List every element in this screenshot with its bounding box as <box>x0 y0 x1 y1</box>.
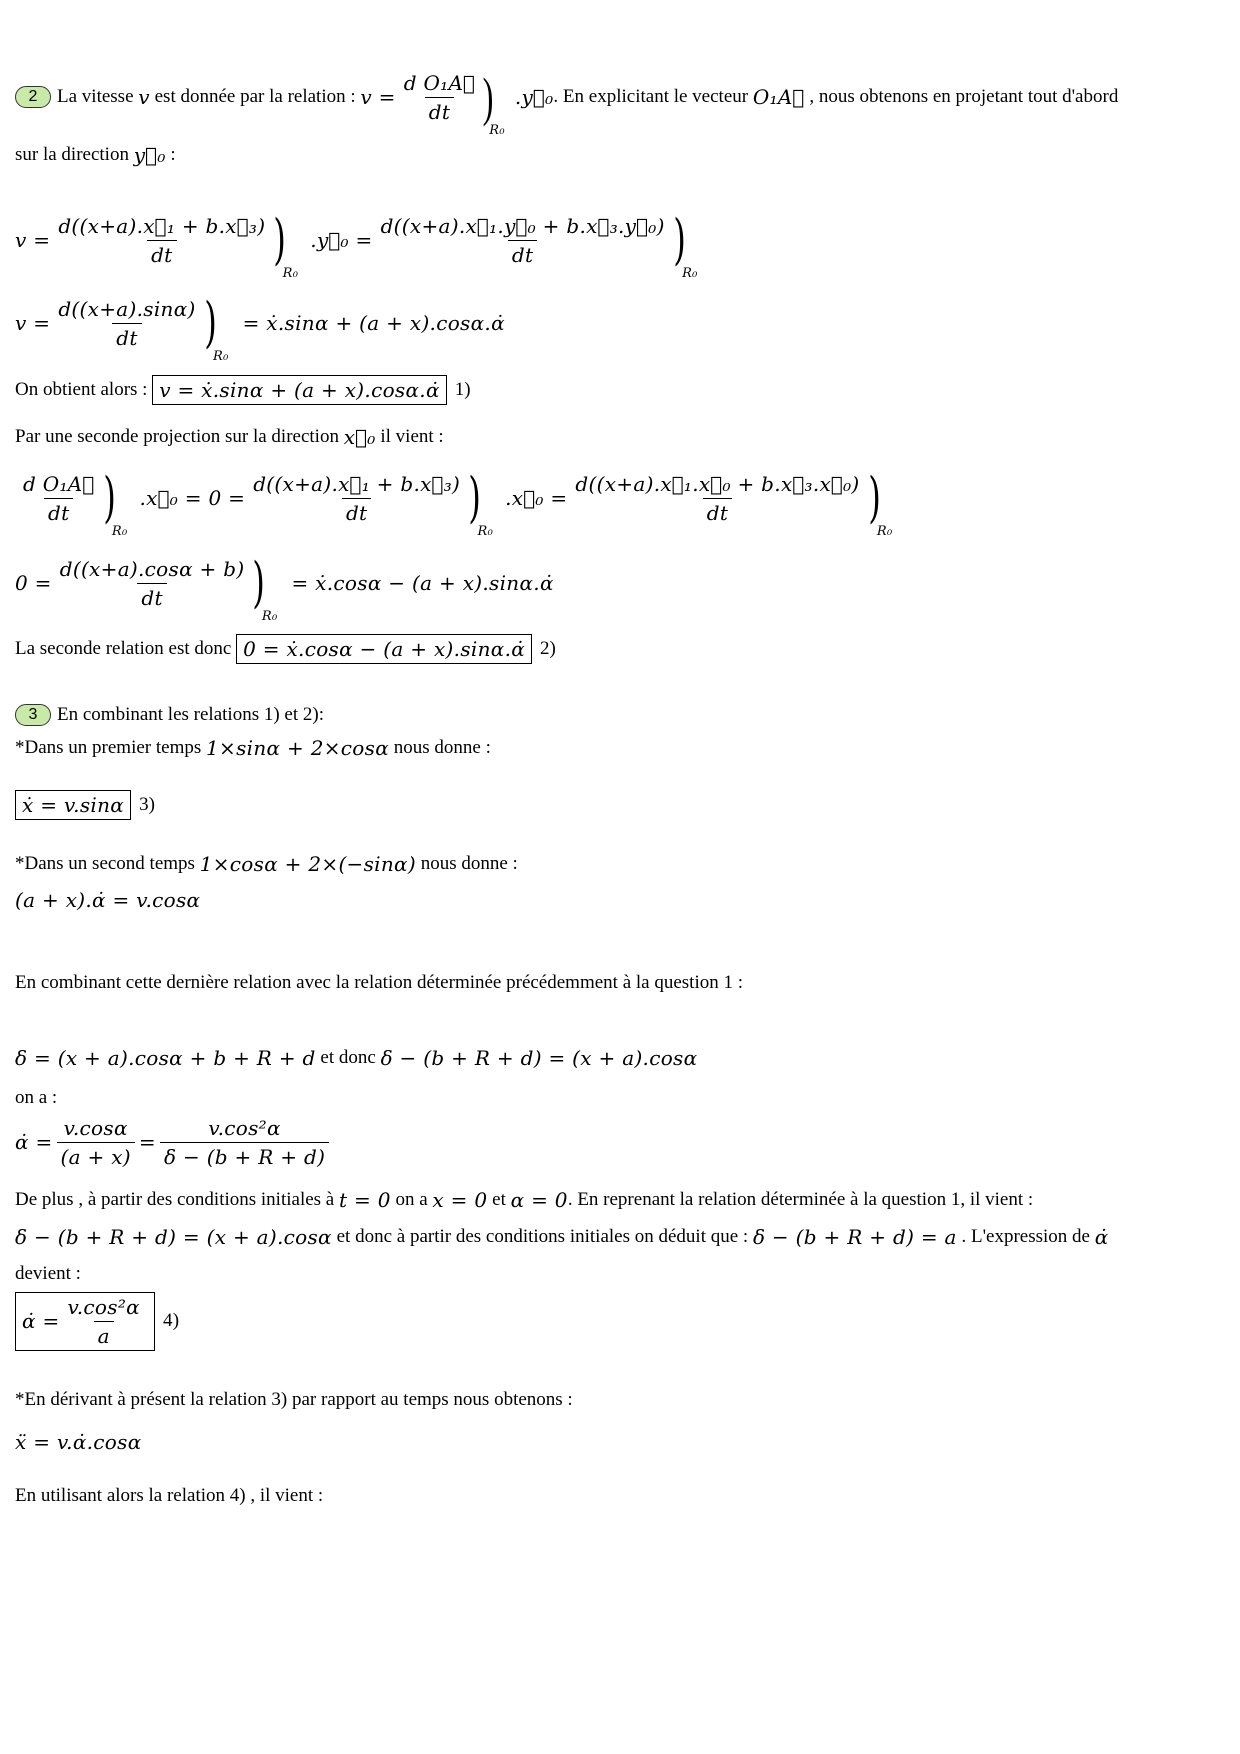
equals: = <box>138 1130 156 1154</box>
first-step-line <box>15 736 491 760</box>
boxed-relation-2: 0 = ẋ.cosα − (a + x).sinα.α̇ <box>236 634 532 664</box>
lhs: α̇ = <box>22 1309 60 1333</box>
text: sur la direction <box>15 144 129 165</box>
boxed-relation-1: v = ẋ.sinα + (a + x).cosα.α̇ <box>152 375 447 405</box>
text: En combinant les relations 1) et 2): <box>57 704 324 725</box>
text: De plus , à partir des conditions initiales à <box>15 1189 335 1210</box>
second-step-line <box>15 852 518 876</box>
mid: .y⃗₀ = <box>310 228 373 252</box>
lhs: 0 = <box>15 570 52 595</box>
result-3-line <box>15 790 155 820</box>
projection-line <box>15 425 444 449</box>
denominator: dt <box>703 498 732 525</box>
numerator: d O₁A⃗ <box>23 472 95 496</box>
text: : <box>170 144 176 165</box>
denominator: dt <box>342 498 371 525</box>
boxed-relation-3: ẋ = v.sinα <box>15 790 131 820</box>
text: . L'expression de <box>961 1226 1090 1247</box>
deriving-paragraph: *En dérivant à présent la relation 3) par rapport au temps nous obtenons : <box>15 1389 573 1410</box>
text: On obtient alors : <box>15 379 148 400</box>
frame-sub: R₀ <box>212 349 229 364</box>
denominator: δ − (b + R + d) <box>160 1142 329 1169</box>
denominator: dt <box>508 240 537 267</box>
text: on a <box>395 1189 428 1210</box>
question-badge-3: 3 <box>15 704 51 726</box>
lhs: α̇ = <box>15 1130 53 1154</box>
result-1-line <box>15 375 471 405</box>
equation-7 <box>15 1112 333 1172</box>
on-a-text: on a : <box>15 1087 58 1108</box>
rhs: = ẋ.sinα + (a + x).cosα.α̇ <box>242 311 505 335</box>
equation-2: v = $\frac{d((x+a).\sin\alpha)}{dt}$ ) R₀ = ẋ.sinα + (a + x).cosα.α̇ <box>15 291 505 364</box>
frame-sub: R₀ <box>282 266 299 281</box>
ref-label: 2) <box>540 638 556 659</box>
numerator: d O₁A⃗ <box>403 71 476 95</box>
denominator: (a + x) <box>57 1142 135 1169</box>
devient-text: devient : <box>15 1263 81 1284</box>
math: x = 0 <box>432 1188 488 1212</box>
frame-sub: R₀ <box>876 524 893 539</box>
equation-1: v = $\frac{\text{d((x+a).x⃗₁ + b.x⃗₃)}}{dt}$ ) R₀ .y⃗₀ = $\frac{\text{d((x+a).x⃗₁.y⃗₀ + b.x⃗₃.y⃗₀)}}{dt}$ ) R₀ <box>15 208 698 281</box>
frame-sub: R₀ <box>111 524 128 539</box>
math-vector: y⃗₀ <box>133 143 166 167</box>
text: nous donne : <box>393 737 491 758</box>
math-y0: .y⃗₀ <box>514 85 554 109</box>
numerator: v.cos²α <box>67 1294 140 1319</box>
numerator: v.cosα <box>63 1115 128 1140</box>
equation-4: 0 = $\frac{d((x+a).\cos\alpha + b)}{dt}$ ) R₀ = ẋ.cosα − (a + x).sinα.α̇ <box>15 550 554 624</box>
rhs: = ẋ.cosα − (a + x).sinα.α̇ <box>291 570 554 595</box>
denominator: dt <box>44 498 73 525</box>
derivative-eval: $\frac{\text{d O₁A⃗}}{dt}$ ) R₀ <box>396 70 505 124</box>
numerator: d((x+a).x⃗₁ + b.x⃗₃) <box>58 214 266 238</box>
denominator: dt <box>137 583 166 610</box>
mid: .x⃗₀ = 0 = <box>139 486 246 510</box>
result-2-line <box>15 634 556 664</box>
text: et donc <box>320 1047 376 1068</box>
text: . En explicitant le vecteur <box>553 86 749 107</box>
math: 1×sinα + 2×cosα <box>206 736 390 760</box>
math-v-eq: v = <box>360 85 396 109</box>
math: δ − (b + R + d) = a <box>752 1225 957 1249</box>
math-vector: O₁A⃗ <box>752 85 805 109</box>
numerator: d((x+a).x⃗₁.y⃗₀ + b.x⃗₃.y⃗₀) <box>380 214 665 238</box>
mid: .x⃗₀ = <box>505 486 568 510</box>
frame-sub: R₀ <box>682 266 698 281</box>
math: α = 0 <box>510 1188 568 1212</box>
text: *Dans un second temps <box>15 853 195 874</box>
denominator: dt <box>147 240 176 267</box>
math-vector: x⃗₀ <box>343 425 376 449</box>
frame-sub: R₀ <box>477 524 494 539</box>
equation-3: $\frac{\text{d O₁A⃗}}{dt}$ ) R₀ .x⃗₀ = 0 = $\frac{\text{d((x+a).x⃗₁ + b.x⃗₃)}}{dt}$ ) R₀ .x⃗₀ = $\frac{\text{d((x+a).x⃗₁.x⃗₀ + b.x⃗₃.x⃗₀)}}{dt}$ ) R₀ <box>15 458 892 538</box>
numerator: d((x+a).x⃗₁ + b.x⃗₃) <box>253 472 461 496</box>
denominator: a <box>94 1321 114 1348</box>
frame-sub: R₀ <box>489 123 505 138</box>
fraction <box>400 71 480 124</box>
ref-label: 3) <box>139 794 155 815</box>
denominator: dt <box>112 323 141 350</box>
denominator: dt <box>425 97 454 124</box>
lhs: v = <box>15 228 51 252</box>
initial-conditions-line <box>15 1188 1033 1212</box>
equation-8-line <box>15 1225 1109 1249</box>
text: Par une seconde projection sur la direction <box>15 426 339 447</box>
text: est donnée par la relation : <box>154 86 356 107</box>
text: et donc à partir des conditions initiales on déduit que : <box>336 1226 749 1247</box>
text: et <box>492 1189 506 1210</box>
math: α̇ <box>1094 1225 1109 1249</box>
combining-paragraph: En combinant cette dernière relation avec la relation déterminée précédemment à la question 1 : <box>15 972 744 993</box>
frame-sub: R₀ <box>261 608 278 624</box>
using-paragraph: En utilisant alors la relation 4) , il vient : <box>15 1485 324 1506</box>
math: δ = (x + a).cosα + b + R + d <box>15 1046 316 1070</box>
ref-label: 1) <box>454 379 471 400</box>
lhs: v = <box>15 311 51 335</box>
text: *Dans un premier temps <box>15 737 202 758</box>
text: La vitesse <box>57 86 134 107</box>
numerator: d((x+a).x⃗₁.x⃗₀ + b.x⃗₃.x⃗₀) <box>575 472 860 496</box>
text: , nous obtenons en projetant tout d'abord <box>809 86 1119 107</box>
math: δ − (b + R + d) = (x + a).cosα <box>15 1225 332 1249</box>
equation-9: ẍ = v.α̇.cosα <box>15 1430 142 1454</box>
question-badge-2: 2 <box>15 86 51 108</box>
numerator: v.cos²α <box>208 1115 281 1140</box>
math: δ − (b + R + d) = (x + a).cosα <box>380 1046 698 1070</box>
text: La seconde relation est donc <box>15 638 232 659</box>
ref-label: 4) <box>162 1310 180 1331</box>
boxed-relation-4 <box>15 1292 155 1351</box>
text: il vient : <box>380 426 444 447</box>
direction-line <box>15 143 176 167</box>
numerator: d((x+a).cosα + b) <box>59 556 245 581</box>
math: t = 0 <box>338 1188 391 1212</box>
text: nous donne : <box>420 853 518 874</box>
math: 1×cosα + 2×(−sinα) <box>199 852 416 876</box>
text: . En reprenant la relation déterminée à la question 1, il vient : <box>567 1189 1034 1210</box>
equation-6-line <box>15 1046 697 1070</box>
numerator: d((x+a).sinα) <box>58 297 196 321</box>
equation-5: (a + x).α̇ = v.cosα <box>15 888 201 912</box>
result-4-line <box>15 1290 179 1352</box>
velocity-definition-line <box>15 62 1119 138</box>
section-3-intro <box>15 704 324 726</box>
math-v: v <box>138 85 150 109</box>
